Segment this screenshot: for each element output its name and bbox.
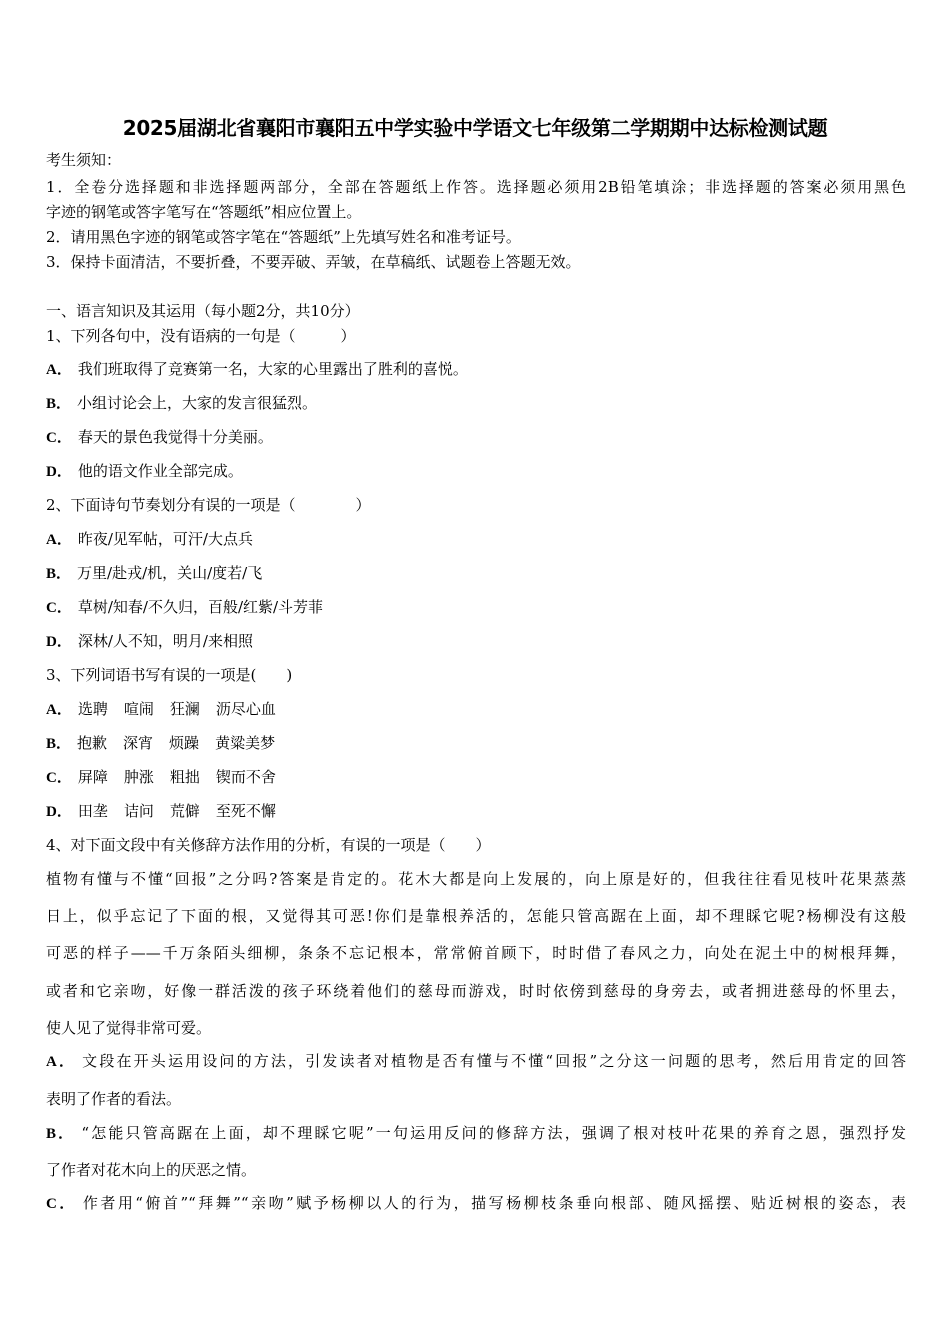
question-4-stem: 4、对下面文段中有关修辞方法作用的分析，有误的一项是（ ） — [46, 836, 491, 854]
question-2-option-c: C． 草树/知春/不久归，百般/红紫/斗芳菲 — [46, 598, 324, 616]
question-4-option-a-cont: 表明了作者的看法。 — [46, 1090, 182, 1108]
question-1-option-c: C． 春天的景色我觉得十分美丽。 — [46, 428, 273, 446]
question-3-option-d: D． 田垄 诘问 荒僻 至死不懈 — [46, 802, 276, 820]
question-3-option-b: B． 抱歉 深宵 烦躁 黄粱美梦 — [46, 734, 276, 752]
question-1-option-d: D． 他的语文作业全部完成。 — [46, 462, 243, 480]
question-2-stem: 2、下面诗句节奏划分有误的一项是（ ） — [46, 496, 371, 514]
question-4-option-b-cont: 了作者对花木向上的厌恶之情。 — [46, 1161, 257, 1179]
question-2-option-d: D． 深林/人不知，明月/来相照 — [46, 632, 253, 650]
passage-line-3: 可恶的样子——千万条陌头细柳，条条不忘记根本，常常俯首顾下，时时借了春风之力，向处在泥土中的树根拜舞， — [46, 944, 906, 962]
question-4-option-b: B． “怎能只管高踞在上面，却不理睬它呢”一句运用反问的修辞方法，强调了根对枝叶花果的养育之恩，强烈抒发 — [46, 1124, 906, 1142]
question-4-option-a: A． 文段在开头运用设问的方法，引发读者对植物是否有懂与不懂“回报”之分这一问题的思考，然后用肯定的回答 — [46, 1052, 906, 1070]
question-1-stem: 1、下列各句中，没有语病的一句是（ ） — [46, 327, 356, 345]
question-3-stem: 3、下列词语书写有误的一项是( ) — [46, 666, 293, 684]
question-1-option-a: A． 我们班取得了竞赛第一名，大家的心里露出了胜利的喜悦。 — [46, 360, 468, 378]
question-4-option-c: C． 作者用“俯首”“拜舞”“亲吻”赋予杨柳以人的行为，描写杨柳枝条垂向根部、随风摇摆、贴近树根的姿态，表 — [46, 1194, 906, 1212]
question-3-option-a: A． 选聘 喧闹 狂澜 沥尽心血 — [46, 700, 276, 718]
notice-line-1b: 字迹的钢笔或答字笔写在“答题纸”相应位置上。 — [46, 203, 362, 221]
question-1-option-b: B． 小组讨论会上，大家的发言很猛烈。 — [46, 394, 318, 412]
question-2-option-a: A． 昨夜/见军帖，可汗/大点兵 — [46, 530, 253, 548]
notice-line-1a: 1．全卷分选择题和非选择题两部分，全部在答题纸上作答。选择题必须用2B铅笔填涂；非选择题的答案必须用黑色 — [46, 178, 906, 196]
section-heading: 一、语言知识及其运用（每小题2分，共10分） — [46, 302, 360, 320]
notice-heading: 考生须知： — [46, 151, 122, 169]
passage-line-4: 或者和它亲吻，好像一群活泼的孩子环绕着他们的慈母而游戏，时时依傍到慈母的身旁去，或者拥进慈母的怀里去， — [46, 982, 906, 1000]
notice-line-3: 3．保持卡面清洁，不要折叠，不要弄破、弄皱，在草稿纸、试题卷上答题无效。 — [46, 253, 581, 271]
notice-line-2: 2．请用黑色字迹的钢笔或答字笔在“答题纸”上先填写姓名和准考证号。 — [46, 228, 521, 246]
question-3-option-c: C． 屏障 肿涨 粗拙 锲而不舍 — [46, 768, 276, 786]
passage-line-5: 使人见了觉得非常可爱。 — [46, 1019, 212, 1037]
question-2-option-b: B． 万里/赴戎/机，关山/度若/飞 — [46, 564, 263, 582]
passage-line-1: 植物有懂与不懂“回报”之分吗?答案是肯定的。花木大都是向上发展的，向上原是好的，但我往往看见枝叶花果蒸蒸 — [46, 870, 906, 888]
passage-line-2: 日上，似乎忘记了下面的根，又觉得其可恶!你们是靠根养活的，怎能只管高踞在上面，却不理睬它呢?杨柳没有这般 — [46, 907, 906, 925]
exam-title: 2025届湖北省襄阳市襄阳五中学实验中学语文七年级第二学期期中达标检测试题 — [122, 116, 828, 140]
